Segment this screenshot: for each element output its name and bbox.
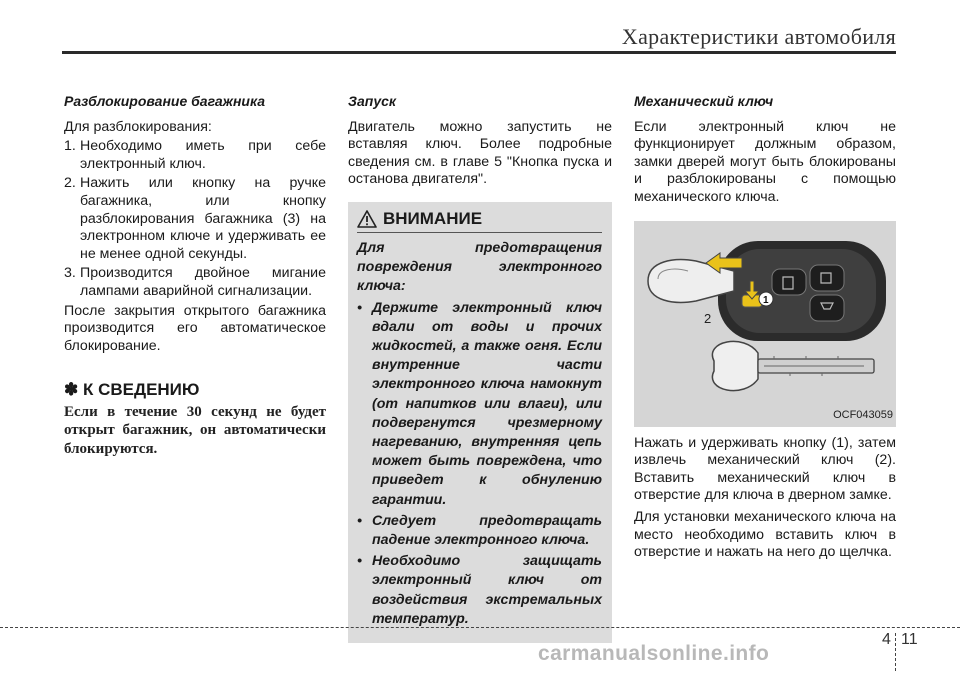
warning-item [357, 552, 602, 629]
page-number: 11 [901, 631, 918, 648]
chapter-number: 4 [882, 631, 891, 648]
list-item [64, 265, 326, 300]
list-number: 3. [64, 265, 76, 282]
paragraph: Нажать и удерживать кнопку (1), затем извлечь механический ключ (2). Вставить механический ключ в отверстие для ключа в дверном замке. [634, 434, 896, 504]
list-text: Производится двойное мигание лампами аварийной сигнализации. [80, 265, 326, 299]
bullet-icon: • [357, 299, 362, 316]
list-text: Необходимо иметь при себе электронный ключ. [80, 138, 326, 172]
paragraph: Двигатель можно запустить не вставляя ключ. Более подробные сведения см. в главе 5 "Кнопка пуска и останова двигателя". [348, 118, 612, 188]
warning-header [357, 210, 602, 233]
warning-item-text: Следует предотвращать падение электронного ключа. [372, 512, 602, 549]
warning-item-text: Необходимо защищать электронный ключ от воздействия экстремальных температур. [372, 553, 602, 627]
intro-text: Для разблокирования: [64, 118, 212, 135]
list-item [64, 175, 326, 263]
warning-item [357, 512, 602, 550]
key-illustration [634, 221, 896, 427]
warning-title: ВНИМАНИЕ [383, 209, 483, 229]
watermark: carmanualsonline.info [538, 642, 770, 665]
smart-key-illustration [634, 221, 896, 427]
warning-icon [357, 210, 377, 228]
column-start [348, 93, 612, 643]
header-rule [62, 51, 896, 54]
list-item [64, 138, 326, 173]
note-body: Если в течение 30 секунд не будет открыт багажник, он автоматически блокируются. [64, 403, 326, 457]
paragraph: Для установки механического ключа на место необходимо вставить ключ в отверстие и нажать на него до щелчка. [634, 508, 896, 561]
section-heading: Механический ключ [634, 93, 774, 109]
callout-1: 1 [763, 294, 769, 306]
paragraph: Если электронный ключ не функционирует должным образом, замки дверей могут быть блокированы и разблокированы с помощью механического ключа. [634, 118, 896, 205]
warning-box [348, 202, 612, 643]
bullet-icon: • [357, 512, 362, 529]
warning-item-text: Держите электронный ключ вдали от воды и прочих жидкостей, а также огня. Если внутренние части электронного ключа намокнут (от напитков или влаги), или подвергнутся чрезмерному нагреванию, внутренняя цепь может быть повреждена, что приведет к обнулению гарантии. [372, 299, 602, 508]
column-mechanical-key [634, 93, 896, 564]
column-trunk-unlock [64, 93, 326, 458]
section-heading: Разблокирование багажника [64, 93, 266, 109]
footer-rule [0, 627, 960, 628]
page-header-title: Характеристики автомобиля [621, 24, 896, 49]
note-title: ✽ К СВЕДЕНИЮ [64, 380, 200, 400]
list-text: Нажить или кнопку на ручке багажника, или кнопку разблокирования багажника (3) на электронном ключе и удерживать ее не менее одной секунды. [80, 175, 326, 262]
callout-2: 2 [704, 310, 712, 326]
bullet-icon: • [357, 553, 362, 570]
paragraph: После закрытия открытого багажника производится его автоматическое блокирование. [64, 302, 326, 354]
figure-code: OCF043059 [833, 408, 893, 421]
warning-item [357, 299, 602, 510]
warning-intro: Для предотвращения повреждения электронного ключа: [357, 239, 602, 295]
list-number: 1. [64, 138, 76, 155]
page-number-separator [895, 633, 896, 671]
list-number: 2. [64, 175, 76, 192]
section-heading: Запуск [348, 93, 397, 109]
